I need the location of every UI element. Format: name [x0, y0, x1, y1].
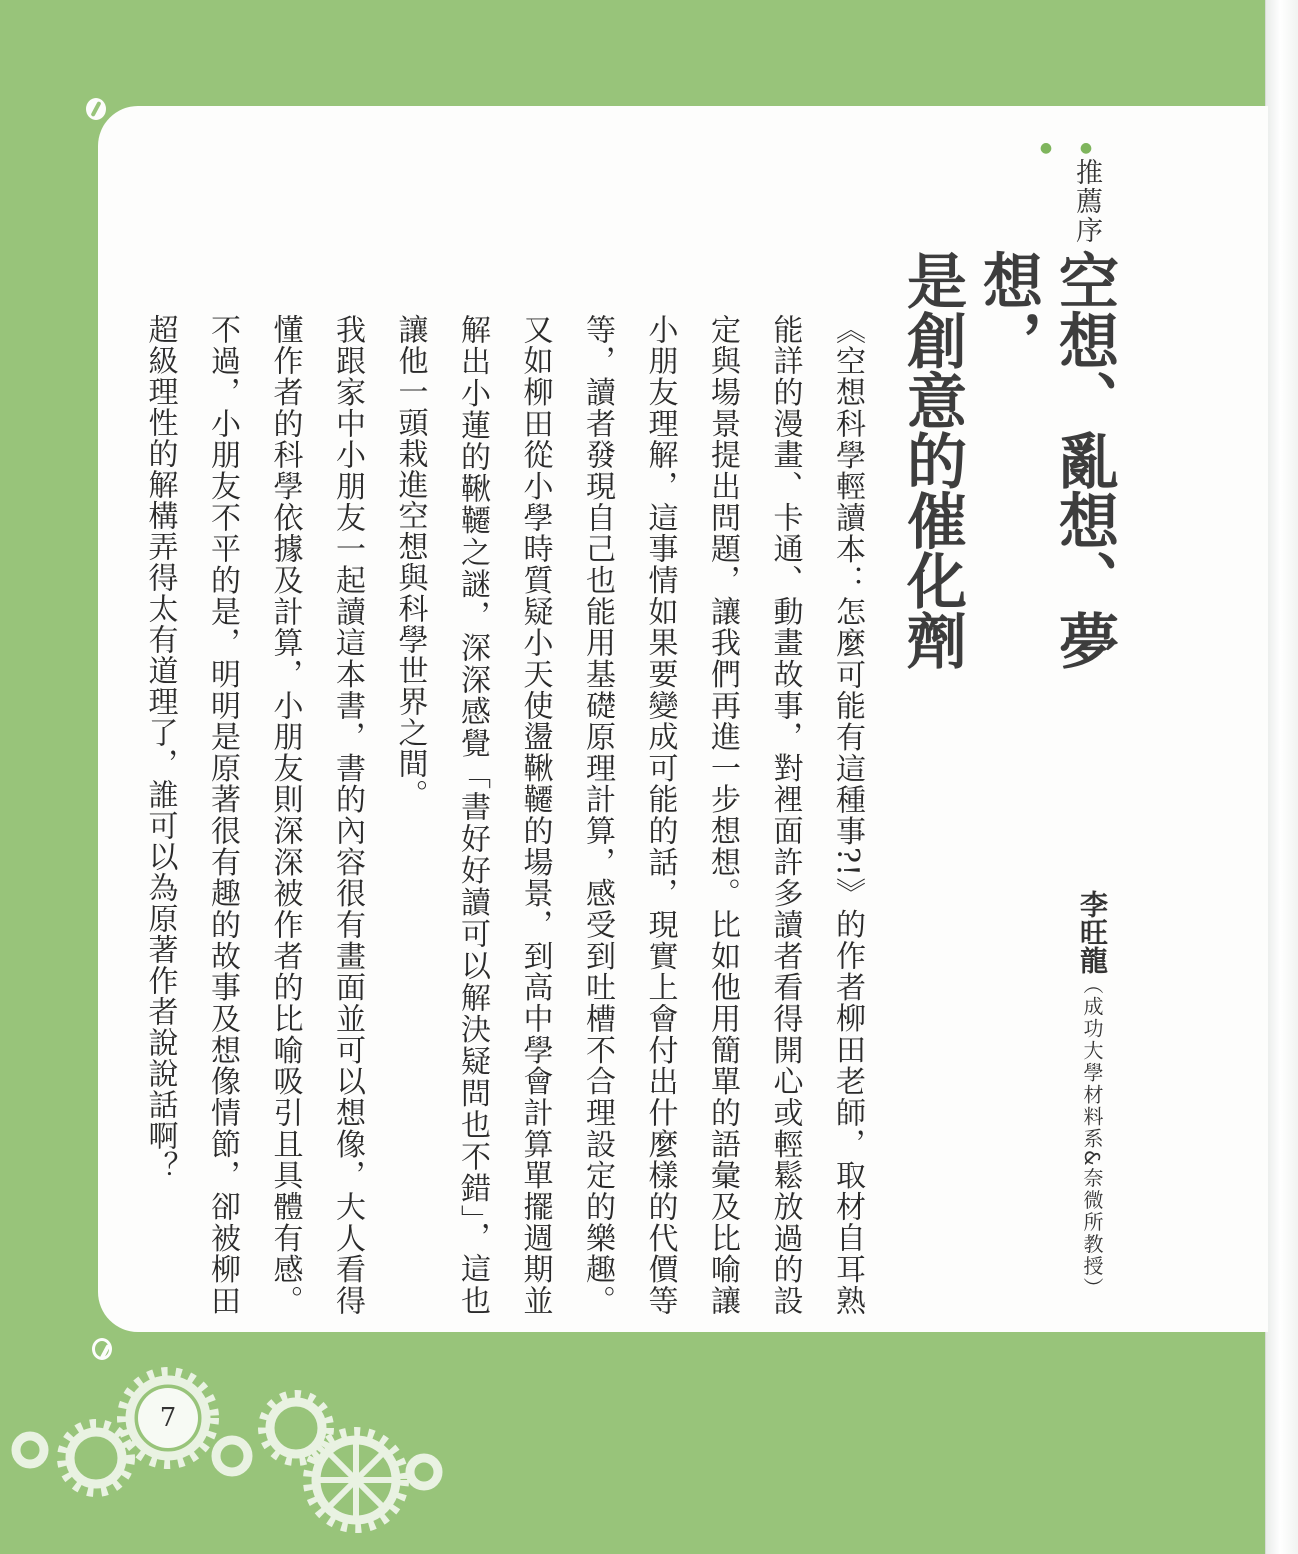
page-number: 7: [159, 1403, 177, 1433]
bullet-icon: ●: [1038, 140, 1054, 158]
paragraph: 《空想科學輕讀本：怎麼可能有這種事?!》的作者柳田老師，取材自耳熟能詳的漫畫、卡通、動畫故事，對裡面許多讀者看得開心或輕鬆放過的設定與場景提出問題，讓我們再進一步想想。比如他用簡單的語彙及比喻讓小朋友理解，這事情如果要變成可能的話，現實上會付出什麼樣的代價等等，讀者發現自己也能用基礎原理計算，感受到吐槽不合理設定的樂趣。又如柳田從小學時質疑小天使盪鞦韆的場景，到高中學會計算單擺週期並解出小蓮的鞦韆之謎，深深感覺「書好好讀可以解決疑問也不錯」，這也讓他一頭栽進空想與科學世界之間。: [392, 314, 865, 1316]
section-label: ●推薦序●: [1038, 140, 1102, 245]
punch-hole-icon: [86, 98, 106, 120]
gears-decoration-icon: [0, 1330, 460, 1554]
author-name: 李旺龍: [1076, 890, 1109, 974]
body-text: [128, 254, 878, 1316]
page-title: [894, 250, 1122, 690]
title-line: 是創意的催化劑: [897, 250, 967, 670]
author-affiliation: （成功大學材料系&奈微所教授）: [1080, 974, 1104, 1300]
book-spine: [1265, 0, 1298, 1554]
title-line: 空想、亂想、夢想，: [973, 250, 1119, 670]
bullet-icon: ●: [1078, 140, 1094, 158]
author-byline: [1062, 890, 1112, 1330]
paragraph: 我跟家中小朋友一起讀這本書，書的內容很有畫面並可以想像，大人看得懂作者的科學依據及計算，小朋友則深深被作者的比喻吸引且具體有感。不過，小朋友不平的是，明明是原著很有趣的故事及想像情節，卻被柳田超級理性的解構弄得太有道理了，誰可以為原著作者說說話啊？: [142, 314, 365, 1316]
